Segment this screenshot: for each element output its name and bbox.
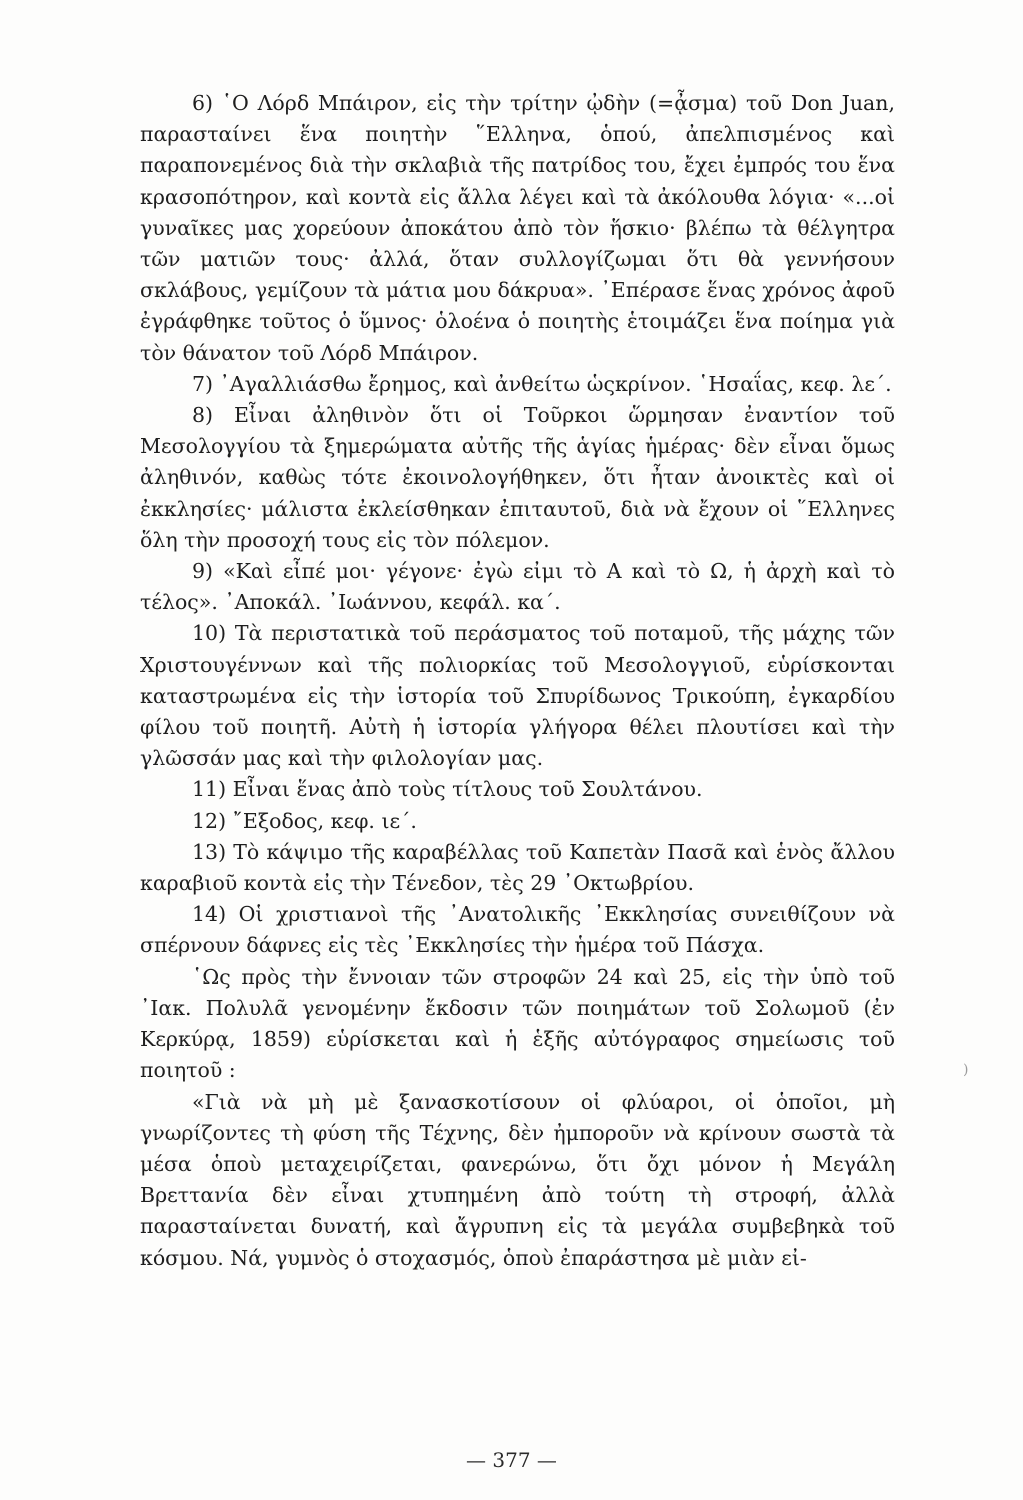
note-14: 14) Οἱ χριστιανοὶ τῆς ᾿Ανατολικῆς ᾿Εκκλησίας συνειθίζουν νὰ σπέρνουν δάφνες εἰς τὲς ᾿Εκκλησίες τὴν ἡμέρα τοῦ Πάσχα.	[140, 902, 895, 958]
margin-mark: )	[963, 1062, 969, 1078]
page-number: — 377 —	[466, 1448, 557, 1472]
note-11: 11) Εἶναι ἕνας ἀπὸ τοὺς τίτλους τοῦ Σουλτάνου.	[192, 777, 703, 802]
note-12: 12) ῎Εξοδος, κεφ. ιε΄.	[192, 808, 417, 833]
closing-paragraph: ῾Ως πρὸς τὴν ἔννοιαν τῶν στροφῶν 24 καὶ 25, εἰς τὴν ὑπὸ τοῦ ᾿Ιακ. Πολυλᾶ γενομένην ἔκδοσιν τῶν ποιημάτων τοῦ Σολωμοῦ (ἐν Κερκύρᾳ, 1859) εὑρίσκεται καὶ ἡ ἑξῆς αὐτόγραφος σημείωσις τοῦ ποιητοῦ :	[140, 964, 895, 1083]
note-9: 9) «Καὶ εἶπέ μοι· γέγονε· ἐγὼ εἰμι τὸ Α καὶ τὸ Ω, ἡ ἀρχὴ καὶ τὸ τέλος». ᾿Αποκάλ. ᾿Ιωάννου, κεφάλ. κα΄.	[140, 559, 895, 615]
note-6: 6) ῾Ο Λόρδ Μπάιρον, εἰς τὴν τρίτην ᾠδὴν (=ᾆσμα) τοῦ Don Juan, παρασταίνει ἕνα ποιητὴν ῞Ελληνα, ὁπού, ἀπελπισμένος καὶ παραπονεμένος διὰ τὴν σκλαβιὰ τῆς πατρίδος του, ἔχει ἐμπρός του ἕνα κρασοπότηρον, καὶ κοντὰ εἰς ἄλλα λέγει καὶ τὰ ἀκόλουθα λόγια· «...οἱ γυναῖκες μας χορεύουν ἀποκάτου ἀπὸ τὸν ἥσκιο· βλέπω τὰ θέλγητρα τῶν ματιῶν τους· ἀλλά, ὅταν συλλογίζωμαι ὅτι θὰ γεννήσουν σκλάβους, γεμίζουν τὰ μάτια μου δάκρυα». ᾿Επέρασε ἕνας χρόνος ἀφοῦ ἐγράφθηκε τοῦτος ὁ ὕμνος· ὁλοένα ὁ ποιητὴς ἑτοιμάζει ἕνα ποίημα γιὰ τὸν θάνατον τοῦ Λόρδ Μπάιρον.	[140, 91, 895, 365]
author-quote-paragraph: «Γιὰ νὰ μὴ μὲ ξανασκοτίσουν οἱ φλύαροι, οἱ ὁποῖοι, μὴ γνωρίζοντες τὴ φύση τῆς Τέχνης, δὲν ἠμποροῦν νὰ κρίνουν σωστὰ τὰ μέσα ὁποὺ μεταχειρίζεται, φανερώνω, ὅτι ὄχι μόνον ἡ Μεγάλη Βρεττανία δὲν εἶναι χτυπημένη ἀπὸ τούτη τὴ στροφή, ἀλλὰ παρασταίνεται δυνατή, καὶ ἄγρυπνη εἰς τὰ μεγάλα συμβεβηκὰ τοῦ κόσμου. Νά, γυμνὸς ὁ στοχασμός, ὁποὺ ἐπαράστησα μὲ μιὰν εἰ-	[140, 1089, 895, 1270]
note-8: 8) Εἶναι ἀληθινὸν ὅτι οἱ Τοῦρκοι ὥρμησαν ἐναντίον τοῦ Μεσολογγίου τὰ ξημερώματα αὐτῆς τῆς ἁγίας ἡμέρας· δὲν εἶναι ὅμως ἀληθινόν, καθὼς τότε ἐκοινολογήθηκεν, ὅτι ἦταν ἀνοικτὲς καὶ οἱ ἐκκλησίες· μάλιστα ἐκλείσθηκαν ἐπιταυτοῦ, διὰ νὰ ἔχουν οἱ ῞Ελληνες ὅλη τὴν προσοχή τους εἰς τὸν πόλεμον.	[140, 403, 895, 552]
note-13: 13) Τὸ κάψιμο τῆς καραβέλλας τοῦ Καπετὰν Πασᾶ καὶ ἑνὸς ἄλλου καραβιοῦ κοντὰ εἰς τὴν Τένεδον, τὲς 29 ᾿Οκτωβρίου.	[140, 839, 895, 896]
note-10: 10) Τὰ περιστατικὰ τοῦ περάσματος τοῦ ποταμοῦ, τῆς μάχης τῶν Χριστουγέννων καὶ τῆς πολιορκίας τοῦ Μεσολογγιοῦ, εὑρίσκονται καταστρωμένα εἰς τὴν ἱστορία τοῦ Σπυρίδωνος Τρικούπη, ἐγκαρδίου φίλου τοῦ ποιητῆ. Αὐτὴ ἡ ἱστορία γλήγορα θέλει πλουτίσει καὶ τὴν γλῶσσάν μας καὶ τὴν φιλολογίαν μας.	[140, 621, 895, 771]
note-7: 7) ᾿Αγαλλιάσθω ἔρημος, καὶ ἀνθείτω ὡςκρίνον. ῾Ησαΐας, κεφ. λε΄.	[192, 371, 892, 396]
notes-text-block	[140, 88, 895, 1274]
